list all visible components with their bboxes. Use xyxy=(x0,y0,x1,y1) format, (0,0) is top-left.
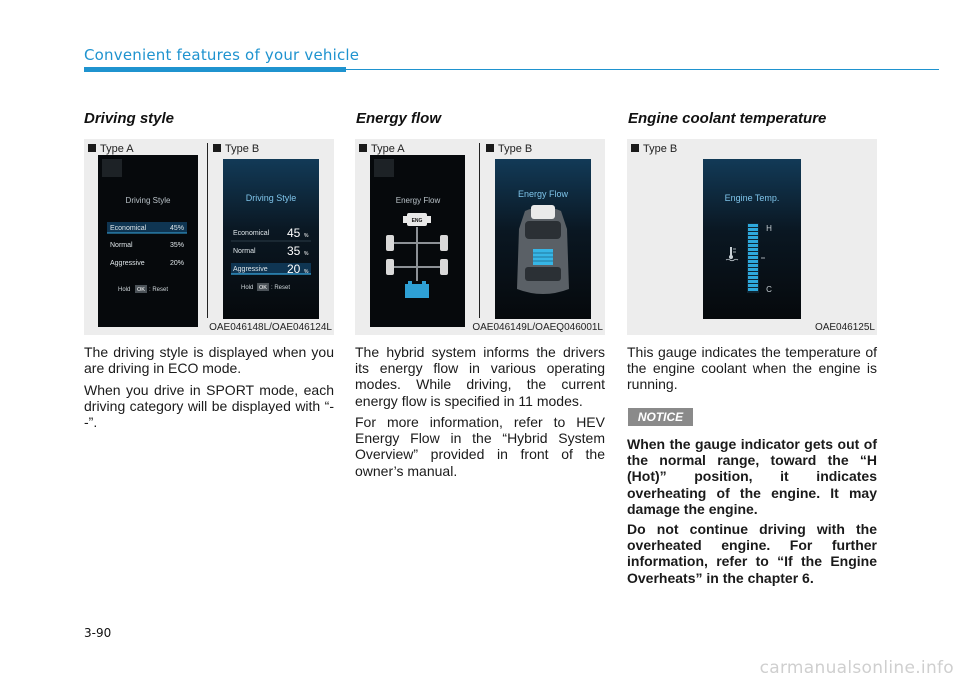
bullet-square-icon xyxy=(359,144,367,152)
gauge-segment xyxy=(748,280,758,283)
row-unit: % xyxy=(304,233,309,239)
gauge-segment xyxy=(748,284,758,287)
type-a-label: Type A xyxy=(359,143,405,155)
header-rule xyxy=(346,69,939,70)
screen-title: Energy Flow xyxy=(517,189,569,199)
figure-divider xyxy=(207,143,208,318)
hold-text: Hold xyxy=(118,287,131,293)
row-value: 20 xyxy=(287,262,301,276)
row-value: 35 xyxy=(287,244,301,258)
page-number: 3-90 xyxy=(84,626,112,640)
gauge-segment xyxy=(748,236,758,239)
wheel-icon xyxy=(440,235,448,251)
ok-key: OK xyxy=(137,287,145,293)
gauge-segment xyxy=(748,228,758,231)
type-b-label: Type B xyxy=(631,143,677,155)
bullet-square-icon xyxy=(213,144,221,152)
figure-divider xyxy=(479,143,480,318)
engine-coolant-figure xyxy=(627,139,877,335)
driving-style-paragraph-1: The driving style is displayed when you are driving in ECO mode. xyxy=(84,344,334,377)
wheel-icon xyxy=(386,259,394,275)
row-label: Economical xyxy=(110,225,147,232)
reset-text: : Reset xyxy=(149,287,169,293)
energy-flow-heading: Energy flow xyxy=(356,110,442,127)
gauge-segment xyxy=(748,244,758,247)
screen-title: Energy Flow xyxy=(395,196,441,205)
row-value: 20% xyxy=(169,260,184,267)
header-accent-bar xyxy=(84,67,346,72)
hold-text: Hold xyxy=(241,285,254,291)
row-label: Aggressive xyxy=(233,266,268,273)
row-value: 45 xyxy=(287,226,301,240)
row-unit: % xyxy=(304,269,309,275)
driving-style-heading: Driving style xyxy=(84,110,175,127)
car-icon xyxy=(517,205,569,294)
screen-title: Driving Style xyxy=(245,193,297,203)
temp-gauge xyxy=(747,223,759,293)
notice-badge: NOTICE xyxy=(628,408,693,426)
row-label: Normal xyxy=(110,242,133,249)
reset-text: : Reset xyxy=(271,285,291,291)
figure-code: OAE046148L/OAE046124L xyxy=(209,322,332,333)
driving-style-screen-a xyxy=(98,155,198,327)
engine-coolant-heading: Engine coolant temperature xyxy=(628,110,827,127)
bullet-square-icon xyxy=(88,144,96,152)
driving-style-paragraph-2: When you drive in SPORT mode, each driving category will be displayed with “--”. xyxy=(84,382,334,431)
engine-coolant-paragraph-1: This gauge indicates the temperature of the engine coolant when the engine is running. xyxy=(627,344,877,393)
gauge-segment xyxy=(748,224,758,227)
screen-title: Driving Style xyxy=(125,196,171,205)
driving-style-figure xyxy=(84,139,334,335)
site-watermark: carmanualsonline.info xyxy=(759,658,954,678)
gauge-segment xyxy=(748,288,758,291)
type-b-label: Type B xyxy=(213,143,259,155)
bullet-square-icon xyxy=(486,144,494,152)
energy-flow-paragraph-2: For more information, refer to HEV Energy Flow in the “Hybrid System Overview” provided in front of the owner’s manual. xyxy=(355,414,605,479)
type-b-label: Type B xyxy=(486,143,532,155)
gauge-segment xyxy=(748,272,758,275)
gauge-segment xyxy=(748,240,758,243)
bullet-square-icon xyxy=(631,144,639,152)
engine-temp-screen xyxy=(703,159,801,319)
engine-icon xyxy=(403,213,431,226)
ok-key: OK xyxy=(259,285,267,291)
gauge-segment xyxy=(748,232,758,235)
figure-code: OAE046149L/OAEQ046001L xyxy=(472,322,603,333)
figure-code: OAE046125L xyxy=(814,322,875,333)
gauge-segment xyxy=(748,276,758,279)
notice-paragraph-1: When the gauge indicator gets out of the normal range, toward the “H (Hot)” position, it indicates overheating of the engine. It may damage the engine. xyxy=(627,436,877,517)
gauge-segment xyxy=(748,264,758,267)
row-label: Aggressive xyxy=(110,260,145,267)
wheel-icon xyxy=(440,259,448,275)
eng-label: ENG xyxy=(411,218,423,224)
notice-paragraph-2: Do not continue driving with the overheated engine. For further information, refer to “If the Engine Overheats” in the chapter 6. xyxy=(627,521,877,586)
energy-flow-paragraph-1: The hybrid system informs the drivers its energy flow in various operating modes. While driving, the current energy flow is specified in 11 modes. xyxy=(355,344,605,409)
gauge-segment xyxy=(748,256,758,259)
row-value: 35% xyxy=(169,242,184,249)
energy-flow-screen-a xyxy=(370,155,465,327)
row-label: Normal xyxy=(233,248,256,255)
battery-icon xyxy=(405,281,429,298)
row-unit: % xyxy=(304,251,309,257)
driving-style-screen-b xyxy=(223,159,319,319)
chapter-header: Convenient features of your vehicle xyxy=(84,46,360,64)
cold-label: C xyxy=(766,285,772,294)
type-a-label: Type A xyxy=(88,143,134,155)
row-label: Economical xyxy=(233,230,270,237)
gauge-segment xyxy=(748,248,758,251)
screen-title: Engine Temp. xyxy=(724,193,780,203)
hot-label: H xyxy=(766,224,772,233)
wheel-icon xyxy=(386,235,394,251)
gauge-segment xyxy=(748,252,758,255)
gauge-segment xyxy=(748,268,758,271)
gauge-segment xyxy=(748,260,758,263)
energy-flow-figure xyxy=(355,139,605,335)
energy-flow-screen-b xyxy=(495,159,591,319)
row-value: 45% xyxy=(169,225,184,232)
